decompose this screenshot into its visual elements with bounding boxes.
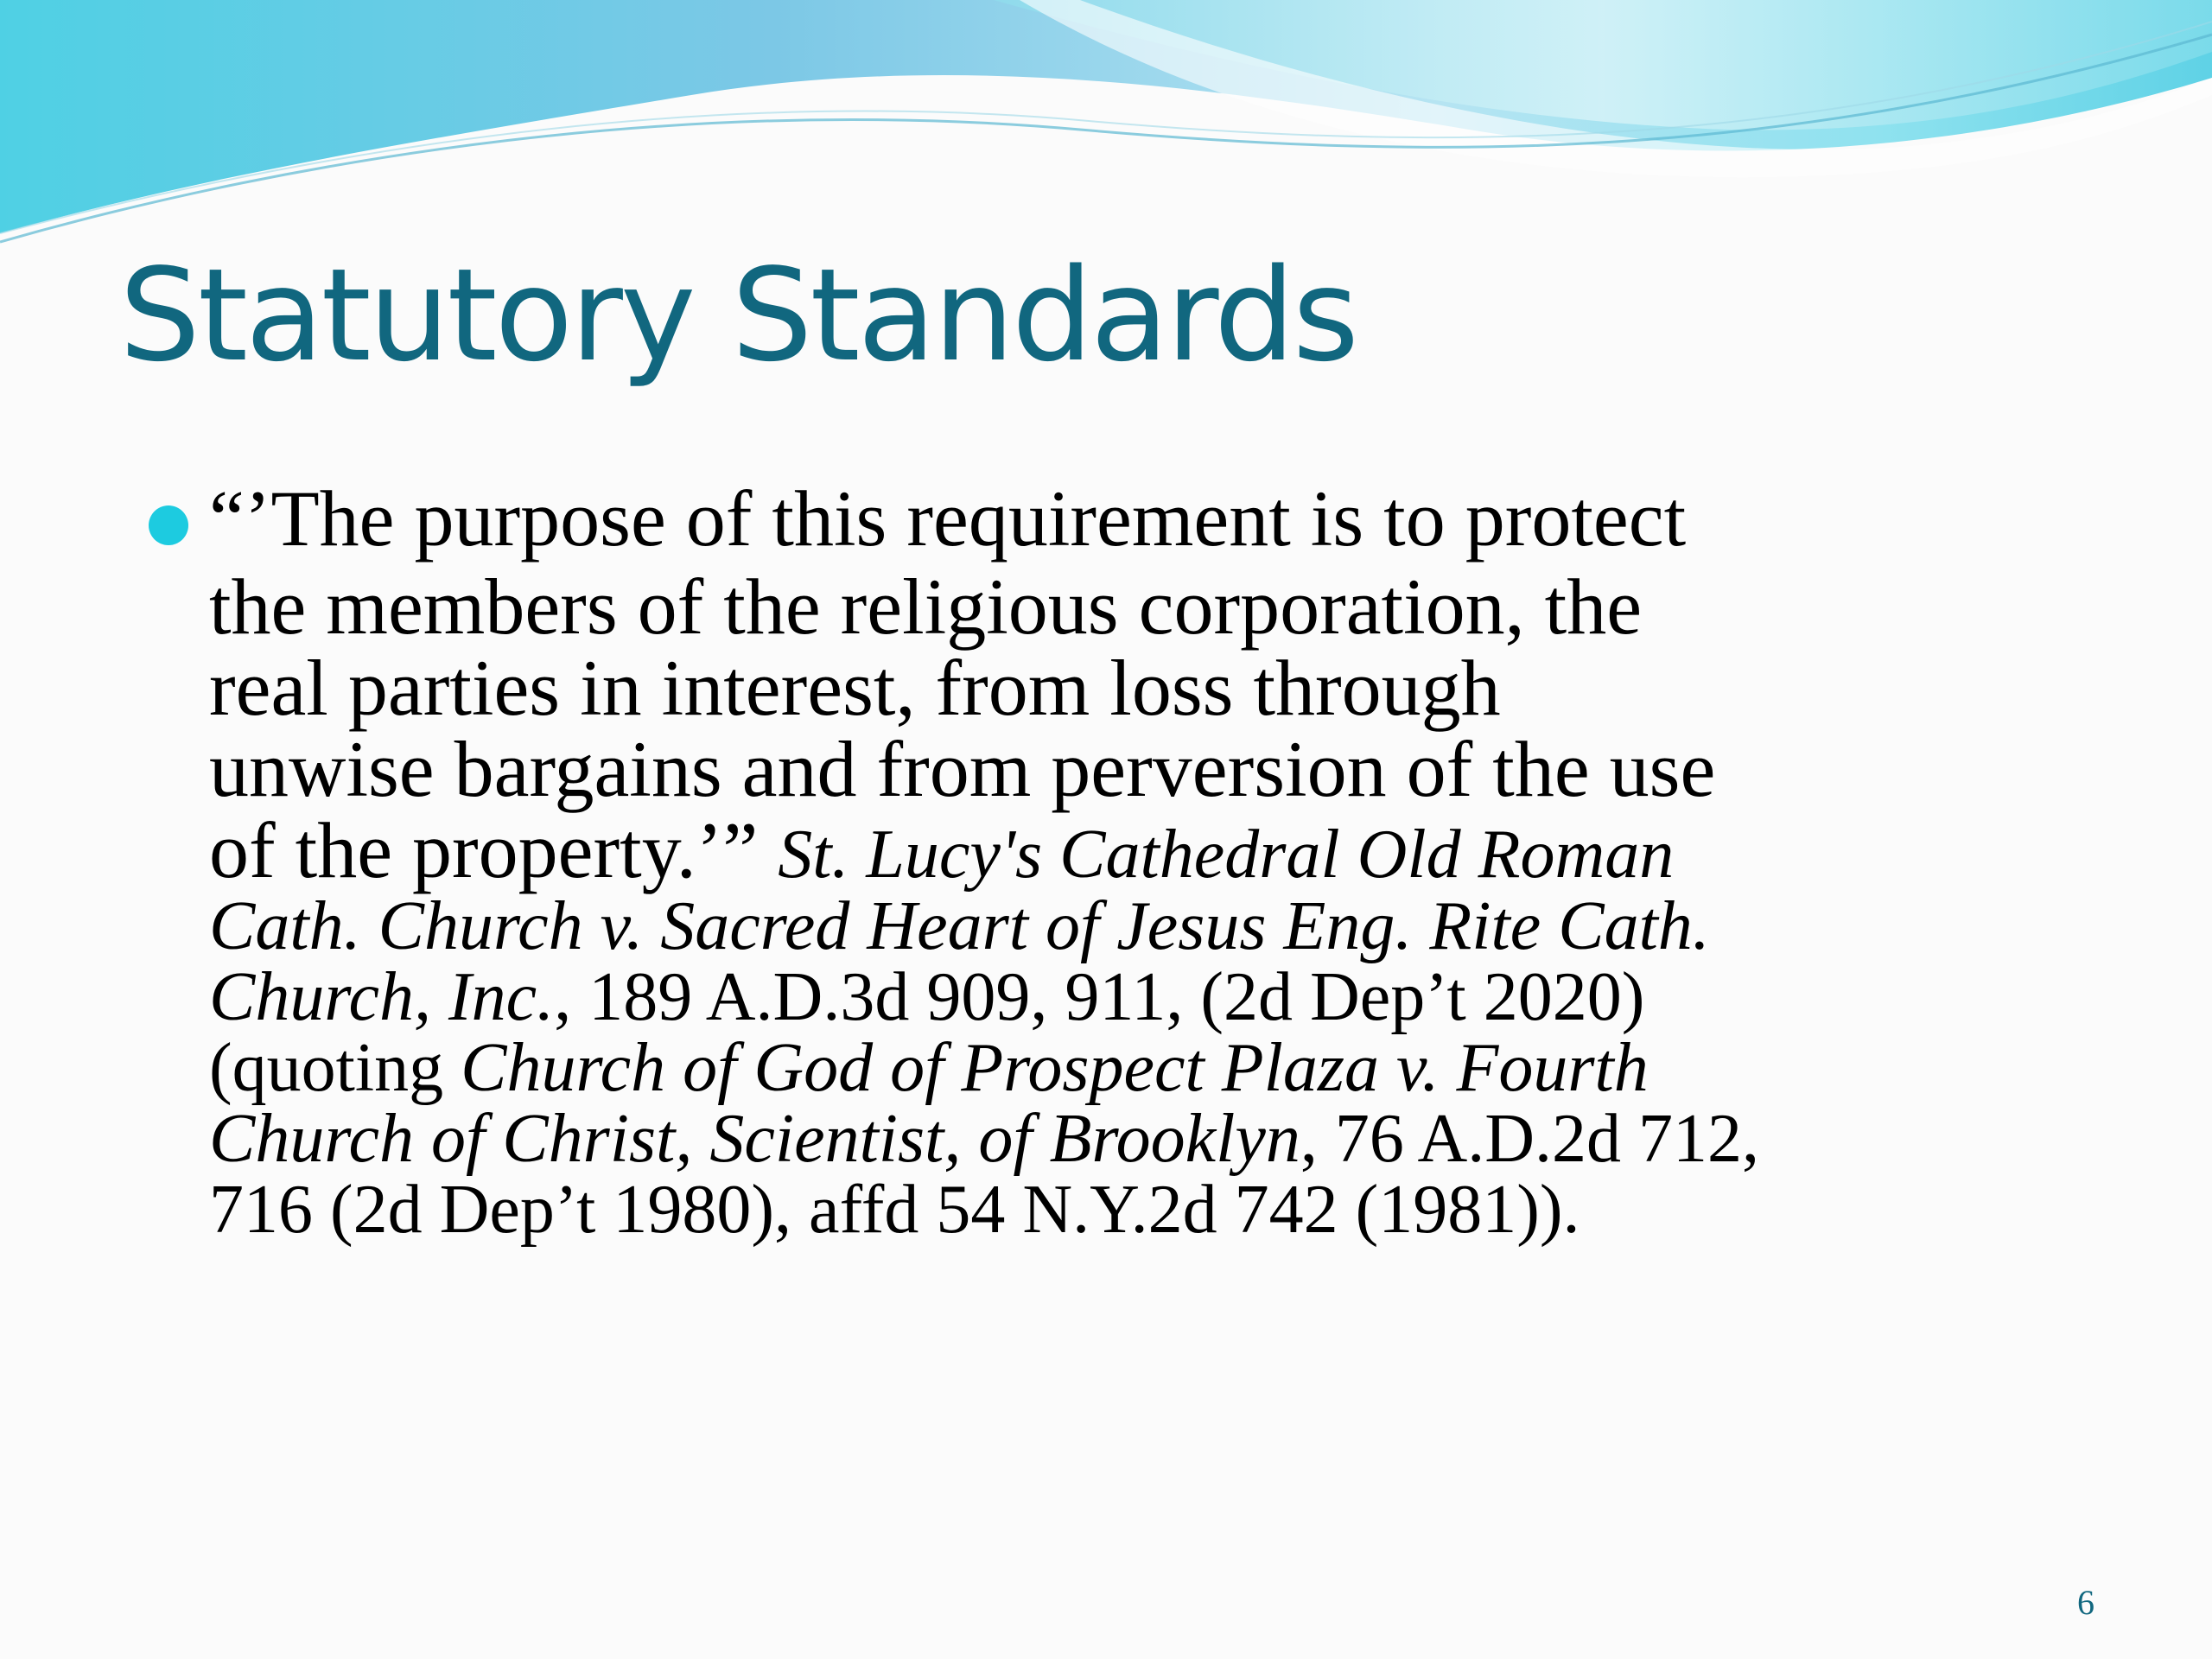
quote-line-4: unwise bargains and from perversion of the use: [209, 725, 1716, 813]
case-name-1c: Church, Inc.: [209, 959, 555, 1035]
case-name-2a: Church of God of Prospect Plaza v. Fourth: [461, 1030, 1649, 1106]
text-line-7: [209, 959, 1989, 1035]
header-wave-decoration: [0, 0, 2212, 259]
text-line-5: [209, 806, 1989, 894]
bullet-text: [209, 471, 1989, 1248]
text-line-9: [209, 1101, 1989, 1177]
bullet-icon: [149, 505, 188, 545]
page-number: 6: [2077, 1583, 2094, 1622]
citation-2a: , 76 A.D.2d 712,: [1300, 1101, 1760, 1177]
citation-1: , 189 A.D.3d 909, 911, (2d Dep’t 2020): [554, 959, 1645, 1035]
quote-open: “’: [209, 474, 271, 563]
citation-2b: 716 (2d Dep’t 1980), affd 54 N.Y.2d 742 (1981)).: [209, 1172, 1580, 1248]
quoting-prefix: (quoting: [209, 1030, 444, 1106]
slide-title: Statutory Standards: [119, 241, 1357, 390]
text-line-8: [209, 1030, 1989, 1106]
quote-line-1: The purpose of this requirement is to protect: [270, 474, 1687, 563]
quote-line-3: real parties in interest, from loss through: [209, 644, 1501, 732]
case-name-1b: Cath. Church v. Sacred Heart of Jesus Eng. Rite Cath.: [209, 888, 1710, 964]
case-name-2b: Church of Christ, Scientist, of Brooklyn: [209, 1101, 1300, 1177]
text-line-1: [209, 471, 1989, 566]
case-name-1a: St. Lucy's Cathedral Old Roman: [778, 817, 1675, 893]
quote-line-2: the members of the religious corporation, the: [209, 563, 1643, 651]
quote-line-5: of the property.’”: [209, 806, 759, 894]
